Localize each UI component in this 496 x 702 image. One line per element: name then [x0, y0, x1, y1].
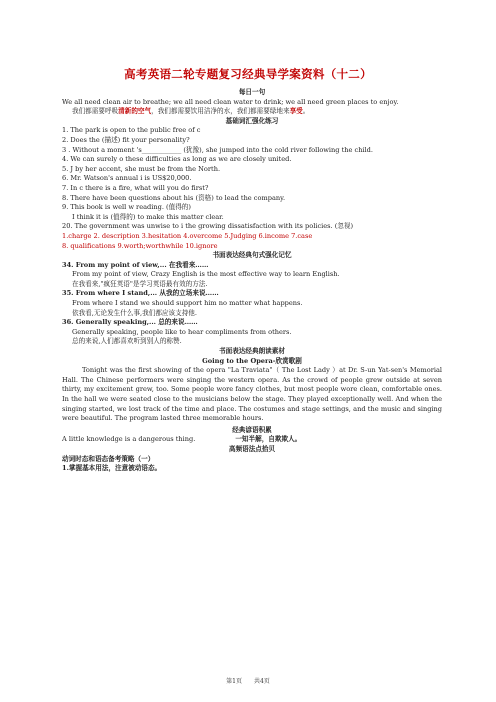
daily-sentence-zh: [62, 107, 442, 117]
proverb-line: [62, 435, 442, 445]
daily-heading: 每日一句: [238, 88, 266, 96]
pattern-head-zh: 在我看来……: [168, 260, 209, 269]
daily-sentence-en: We all need clean air to breathe; we all need clean water to drink; we all need green places to enjoy.: [62, 97, 399, 106]
reading-heading: 书面表达经典朗读素材: [219, 347, 285, 356]
vocab-line: 6. Mr. Watson's annual i is US$20,000.: [62, 174, 192, 183]
daily-zh-c: ，我们都需要饮用洁净的水，我们都需要绿地来: [151, 107, 290, 116]
pattern-example-en: From where I stand we should support him no matter what happens.: [72, 299, 303, 308]
pattern-head-en: 36. Generally speaking,...: [62, 318, 156, 327]
pattern-head-en: 34. From my point of view,...: [62, 260, 167, 269]
daily-zh-b: 清新的空气: [118, 107, 152, 116]
grammar-section: 动词时态和语态备考策略（一）: [62, 454, 155, 463]
page-footer: 第1页 共4页: [226, 678, 270, 685]
proverb-en: A little knowledge is a dangerous thing.: [62, 435, 196, 444]
pattern-head: [62, 289, 442, 299]
grammar-point: 1.掌握基本用法，注意被动语态。: [62, 464, 162, 473]
vocab-answers: 8. qualifications 9.worth;worthwhile 10.ignore: [62, 241, 218, 250]
pattern-head-zh: 从我的立场来说……: [159, 289, 219, 298]
pattern-head: [62, 318, 442, 328]
vocab-line: 20. The government was unwise to i the growing dissatisfaction with its policies. (忽视): [62, 222, 354, 231]
daily-zh-d: 享受: [289, 107, 303, 116]
proverb-heading: 经典谚语积累: [232, 425, 272, 434]
proverb-zh: 一知半解，自欺欺人。: [235, 435, 302, 444]
vocab-heading: 基础词汇强化练习: [225, 116, 279, 125]
patterns-heading: 书面表达经典句式强化记忆: [212, 251, 292, 260]
vocab-line: 4. We can surely o these difficulties as long as we are closely united.: [62, 155, 292, 164]
vocab-line: 7. In c there is a fire, what will you do first?: [62, 183, 209, 192]
vocab-line: 5. J by her accent, she must be from the North.: [62, 164, 221, 173]
vocab-line: 8. There have been questions about his (资格) to lead the company.: [62, 193, 286, 202]
vocab-line: 3 . Without a moment 's____________ (犹豫), she jumped into the cold river following the child.: [62, 145, 373, 154]
vocab-line: I think it is (值得的) to make this matter clear.: [72, 212, 224, 221]
reading-subheading: Going to the Opera-欣赏歌剧: [202, 356, 302, 365]
pattern-example-zh: 依我看,无论发生什么事,我们都应该支持他.: [72, 308, 197, 317]
vocab-line: 1. The park is open to the public free of c: [62, 126, 201, 135]
daily-zh-a: 我们都需要呼吸: [72, 107, 119, 116]
vocab-line: 2. Does the (描述) fit your personality?: [62, 135, 190, 144]
pattern-example-en: Generally speaking, people like to hear compliments from others.: [72, 327, 292, 336]
vocab-line: 9. This book is well w reading. (值得的): [62, 203, 191, 212]
pattern-head-en: 35. From where I stand,...: [62, 289, 158, 298]
document-title: 高考英语二轮专题复习经典导学案资料（十二）: [124, 67, 372, 81]
pattern-example-zh: 在我看来,"疯狂英语"是学习英语最有效的方法.: [72, 279, 208, 288]
pattern-example-zh: 总的来说,人们都喜欢听到别人的称赞.: [72, 337, 182, 346]
vocab-answers: 1.charge 2. description 3.hesitation 4.overcome 5.Judging 6.income 7.case: [62, 231, 313, 240]
reading-text: Tonight was the first showing of the opera "La Traviata"（ The Lost Lady ）at Dr. S-un Yat-sen's Memorial Hall. The Chinese performers were singing the western opera. As the crowd of people grew outside at seven thirty, my excitement grew, too. Some people wore fancy clothes, but most people wore clean, comfortable ones. In the hall we were seated close to the musicians below the stage. They played exceptionally well. And when the singing started, we lost track of the time and place. The costumes and stage settings, and the music and singing were beautiful. The program lasted three memorable hours.: [62, 366, 442, 423]
grammar-heading: 高频语法点拾贝: [228, 444, 276, 453]
daily-zh-e: 。: [302, 107, 310, 116]
pattern-example-en: From my point of view, Crazy English is the most effective way to learn English.: [72, 270, 340, 279]
pattern-head-zh: 总的来说……: [158, 318, 198, 327]
document-body: [62, 88, 442, 474]
pattern-head: [62, 261, 442, 271]
